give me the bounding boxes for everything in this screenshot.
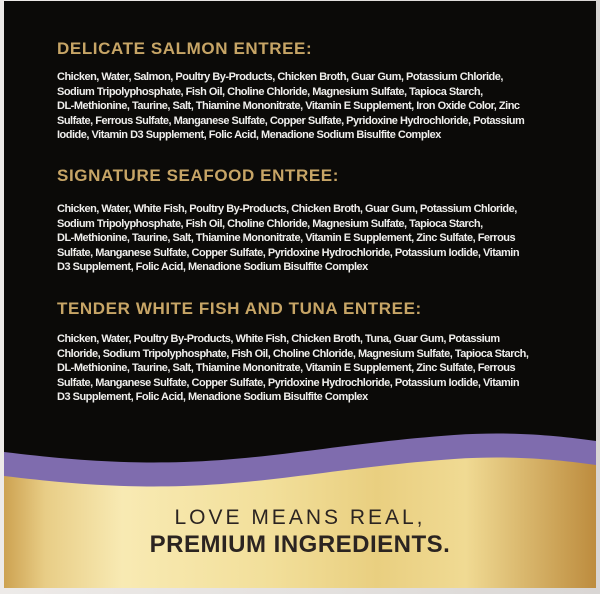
ingredients-line: D3 Supplement, Folic Acid, Menadione Sodium Bisulfite Complex xyxy=(57,261,368,273)
ingredients-list-tender-white-fish-tuna xyxy=(57,332,562,405)
tagline-line-2: PREMIUM INGREDIENTS. xyxy=(149,531,451,558)
section-heading-signature-seafood: SIGNATURE SEAFOOD ENTREE: xyxy=(57,166,339,185)
section-heading-tender-white-fish-tuna: TENDER WHITE FISH AND TUNA ENTREE: xyxy=(57,299,422,318)
ingredients-line: Sulfate, Manganese Sulfate, Copper Sulfate, Pyridoxine Hydrochloride, Potassium Iodide, Vitamin xyxy=(57,246,520,259)
ingredients-line: Sulfate, Ferrous Sulfate, Manganese Sulfate, Copper Sulfate, Pyridoxine Hydrochloride, Potassium xyxy=(57,114,525,127)
ingredients-list-signature-seafood xyxy=(57,202,562,275)
ingredients-line: Sulfate, Manganese Sulfate, Copper Sulfate, Pyridoxine Hydrochloride, Potassium Iodide, Vitamin xyxy=(57,376,520,389)
ingredients-line: Sodium Tripolyphosphate, Fish Oil, Choline Chloride, Magnesium Sulfate, Tapioca Starch, xyxy=(57,217,483,230)
ingredients-line: Chicken, Water, Poultry By-Products, White Fish, Chicken Broth, Tuna, Guar Gum, Potassium xyxy=(57,333,500,345)
product-label-panel xyxy=(4,1,596,588)
ingredients-line: Sodium Tripolyphosphate, Fish Oil, Choline Chloride, Magnesium Sulfate, Tapioca Starch, xyxy=(57,85,483,98)
ingredients-line: DL-Methionine, Taurine, Salt, Thiamine Mononitrate, Vitamin E Supplement, Zinc Sulfate, Ferrous xyxy=(57,362,516,374)
tagline-line-1: LOVE MEANS REAL, xyxy=(174,506,426,529)
ingredients-line: DL-Methionine, Taurine, Salt, Thiamine Mononitrate, Vitamin E Supplement, Iron Oxide Color, Zinc xyxy=(57,100,520,112)
ingredients-line: Chloride, Sodium Tripolyphosphate, Fish Oil, Choline Chloride, Magnesium Sulfate, Tapioca Starch, xyxy=(57,347,529,360)
ingredients-line: DL-Methionine, Taurine, Salt, Thiamine Mononitrate, Vitamin E Supplement, Zinc Sulfate, Ferrous xyxy=(57,232,516,244)
ingredients-list-delicate-salmon xyxy=(57,70,562,143)
ingredients-line: Chicken, Water, White Fish, Poultry By-Products, Chicken Broth, Guar Gum, Potassium Chloride, xyxy=(57,203,517,215)
ingredients-line: D3 Supplement, Folic Acid, Menadione Sodium Bisulfite Complex xyxy=(57,391,368,403)
footer-tagline xyxy=(4,505,596,558)
ingredients-line: Iodide, Vitamin D3 Supplement, Folic Acid, Menadione Sodium Bisulfite Complex xyxy=(57,129,441,141)
section-heading-delicate-salmon: DELICATE SALMON ENTREE: xyxy=(57,39,313,58)
ingredients-line: Chicken, Water, Salmon, Poultry By-Products, Chicken Broth, Guar Gum, Potassium Chloride, xyxy=(57,71,503,83)
wave-graphic xyxy=(4,418,596,588)
